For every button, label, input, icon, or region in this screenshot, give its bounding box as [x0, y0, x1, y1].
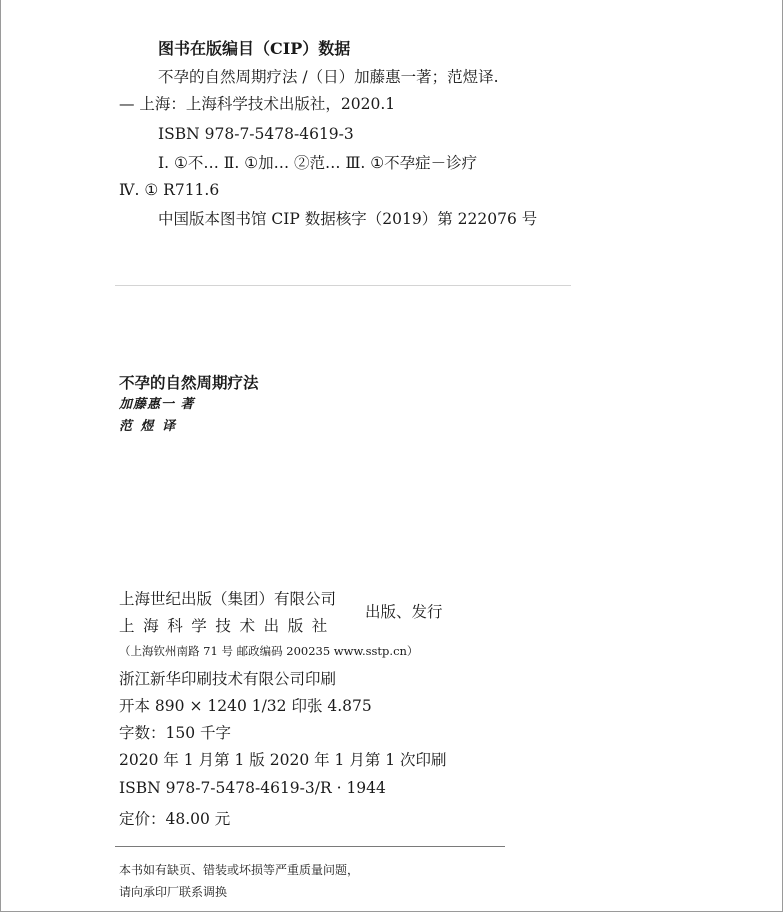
publisher-role: 出版、发行 — [365, 603, 443, 621]
cip-heading: 图书在版编目（CIP）数据 — [158, 39, 351, 58]
section-divider — [115, 285, 571, 286]
publisher-name: 上海科学技术出版社 — [119, 617, 336, 635]
page-left-edge — [0, 0, 1, 912]
isbn-full: ISBN 978-7-5478-4619-3/R · 1944 — [119, 779, 386, 797]
book-translator: 范 煜 译 — [119, 419, 178, 434]
publisher-group: 上海世纪出版（集团）有限公司 — [119, 590, 337, 608]
price: 定价：48.00 元 — [119, 810, 231, 828]
notice-line-2: 请向承印厂联系调换 — [119, 885, 228, 899]
book-format: 开本 890 × 1240 1/32 印张 4.875 — [119, 697, 372, 715]
cip-line-publisher: — 上海：上海科学技术出版社，2020.1 — [119, 95, 396, 113]
edition-info: 2020 年 1 月第 1 版 2020 年 1 月第 1 次印刷 — [119, 751, 447, 769]
notice-divider — [115, 846, 505, 847]
publisher-address: （上海钦州南路 71 号 邮政编码 200235 www.sstp.cn） — [119, 644, 419, 658]
cip-line-record-number: 中国版本图书馆 CIP 数据核字（2019）第 222076 号 — [158, 210, 538, 228]
cip-line-title: 不孕的自然周期疗法 /（日）加藤惠一著；范煜译. — [158, 68, 499, 86]
book-title: 不孕的自然周期疗法 — [119, 373, 259, 392]
cip-line-classification-code: Ⅳ. ① R711.6 — [119, 181, 220, 199]
book-author: 加藤惠一 著 — [119, 397, 195, 412]
notice-line-1: 本书如有缺页、错装或坏损等严重质量问题， — [119, 863, 360, 877]
cip-line-isbn: ISBN 978-7-5478-4619-3 — [158, 125, 354, 143]
printer: 浙江新华印刷技术有限公司印刷 — [119, 670, 337, 688]
cip-line-classification: Ⅰ. ①不… Ⅱ. ①加… ②范… Ⅲ. ①不孕症－诊疗 — [158, 154, 478, 172]
word-count: 字数：150 千字 — [119, 724, 232, 742]
